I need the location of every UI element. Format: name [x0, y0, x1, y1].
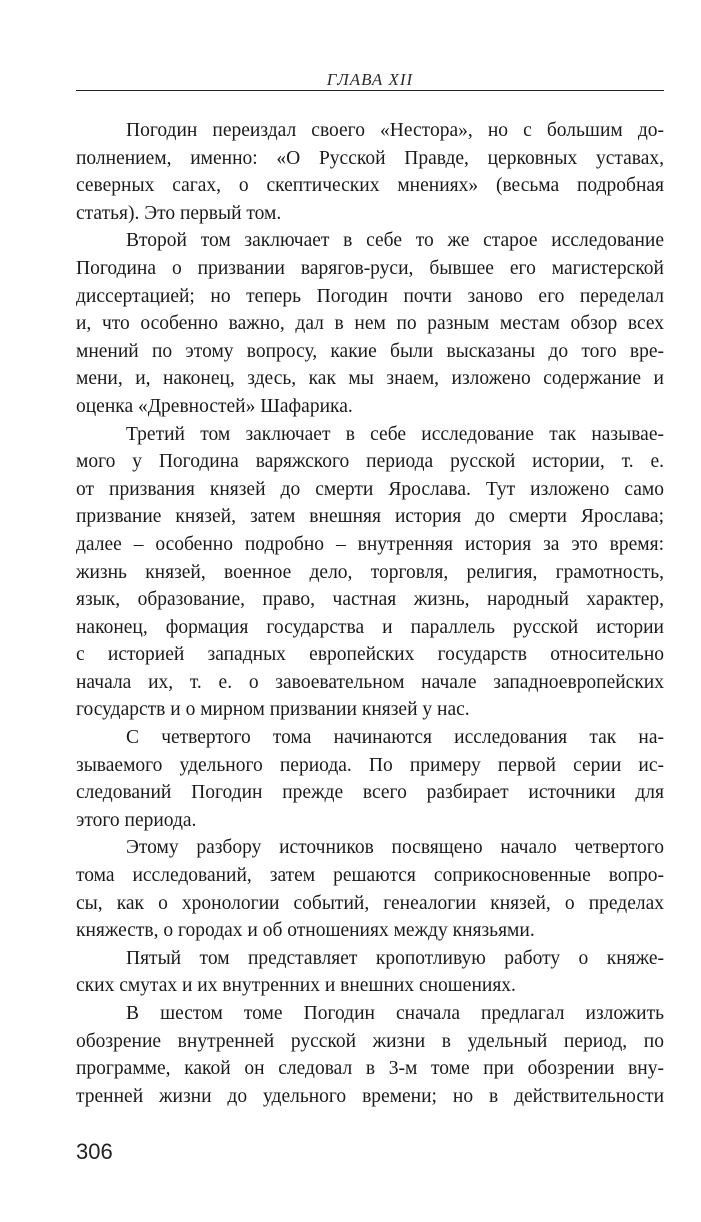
text-line: Этому разбору источников посвящено начало четвертого: [126, 837, 664, 859]
paragraph: [76, 724, 664, 834]
paragraph: [76, 1000, 664, 1110]
paragraph: [76, 421, 664, 725]
paragraph: [76, 117, 664, 227]
text-line: Погодин переиздал своего «Нестора», но с большим до-: [126, 120, 664, 141]
text-line: тома исследований, затем решаются соприкосновенные вопро-: [76, 865, 664, 887]
text-line: мого у Погодина варяжского периода русской истории, т. е.: [76, 451, 664, 473]
text-line: Второй том заключает в себе то же старое исследование: [126, 230, 664, 252]
text-line: далее – особенно подробно – внутренняя история за это время:: [76, 533, 664, 555]
text-line: программе, какой он следовал в 3-м томе при обозрении вну-: [76, 1058, 664, 1080]
text-line: сы, как о хронологии событий, генеалогии князей, о пределах: [76, 892, 664, 914]
text-line: начала их, т. е. о завоевательном начале западноевропейских: [76, 671, 664, 693]
text-line: С четвертого тома начинаются исследования так на-: [126, 727, 664, 749]
paragraph: [76, 945, 664, 1000]
text-line: этого периода.: [76, 809, 197, 831]
text-line: статья). Это первый том.: [76, 202, 282, 224]
running-head: ГЛАВА XII: [326, 70, 414, 89]
text-line: зываемого удельного периода. По примеру первой серии ис-: [76, 754, 664, 776]
text-line: следований Погодин прежде всего разбирает источники для: [76, 782, 664, 804]
text-line: ских смутах и их внутренних и внешних сношениях.: [76, 975, 516, 997]
text-line: жизнь князей, военное дело, торговля, религия, грамотность,: [76, 561, 664, 583]
text-line: мнений по этому вопросу, какие были высказаны до того вре-: [76, 340, 664, 362]
text-line: Третий том заключает в себе исследование так называе-: [126, 423, 664, 445]
text-line: наконец, формация государства и параллель русской истории: [76, 616, 664, 638]
text-line: язык, образование, право, частная жизнь, народный характер,: [76, 589, 664, 611]
text-line: Пятый том представляет кропотливую работу о княже-: [126, 947, 664, 969]
text-line: обозрение внутренней русской жизни в удельный период, по: [76, 1030, 664, 1052]
header-rule: [76, 90, 664, 91]
text-line: государств и о мирном призвании князей у нас.: [76, 699, 470, 721]
text-line: от призвания князей до смерти Ярослава. Тут изложено само: [76, 478, 664, 500]
text-line: княжеств, о городах и об отношениях между князьями.: [76, 920, 535, 942]
paragraph: [76, 834, 664, 944]
text-line: северных сагах, о скептических мнениях» (весьма подробная: [76, 175, 664, 197]
text-line: полнением, именно: «О Русской Правде, церковных уставах,: [76, 147, 664, 169]
page-number: 306: [76, 1139, 113, 1164]
text-line: Погодина о призвании варягов-руси, бывшее его магистерской: [76, 257, 664, 279]
text-line: оценка «Древностей» Шафарика.: [76, 395, 353, 417]
text-line: призвание князей, затем внешняя история до смерти Ярослава;: [76, 506, 664, 528]
text-line: мени, и, наконец, здесь, как мы знаем, изложено содержание и: [76, 368, 664, 390]
paragraph: [76, 227, 664, 420]
text-line: с историей западных европейских государств относительно: [76, 644, 664, 666]
text-line: и, что особенно важно, дал в нем по разным местам обзор всех: [76, 313, 664, 335]
text-line: В шестом томе Погодин сначала предлагал изложить: [126, 1003, 664, 1024]
body-text: [76, 117, 664, 1110]
text-line: тренней жизни до удельного времени; но в действительности: [76, 1085, 664, 1107]
text-line: диссертацией; но теперь Погодин почти заново его переделал: [76, 285, 664, 307]
